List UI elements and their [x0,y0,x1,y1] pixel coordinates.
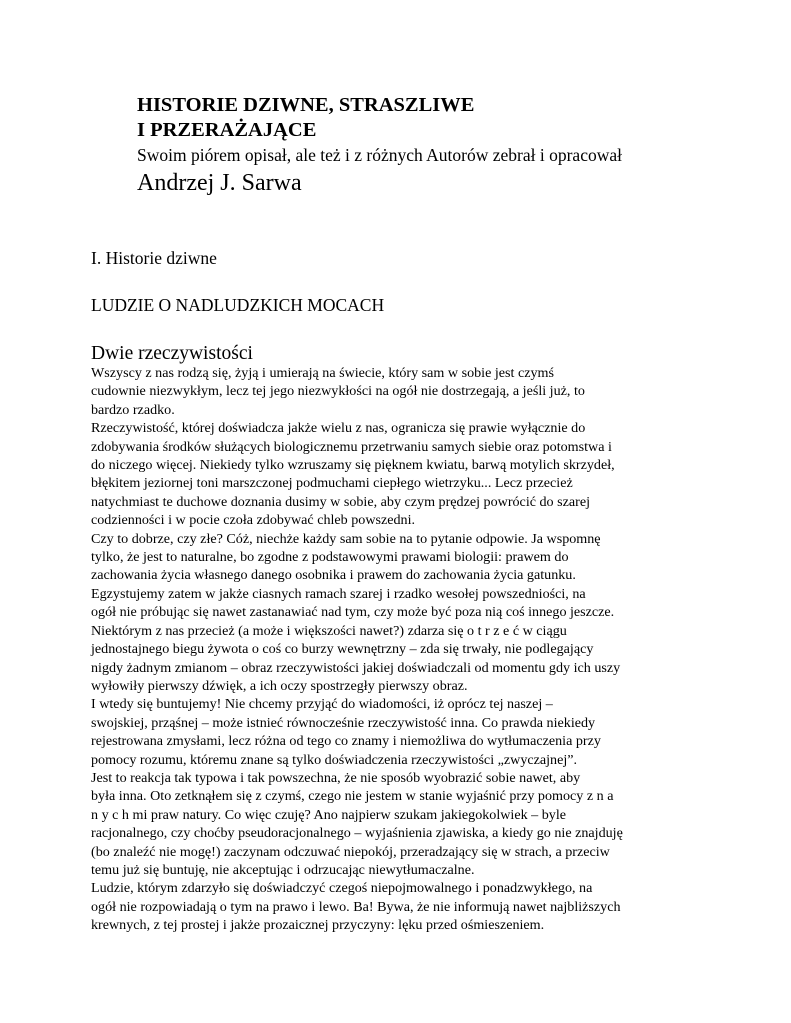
body-line: natychmiast te duchowe doznania dusimy w sobie, aby czym prędzej powrócić do szarej [91,493,590,510]
body-line: Wszyscy z nas rodzą się, żyją i umierają na świecie, który sam w sobie jest czymś [91,365,554,381]
body-line: jednostajnego biegu żywota o coś co burzy wewnętrzny – zda się trwały, nie podlegający [91,641,594,658]
body-line: do niczego więcej. Niekiedy tylko wzruszamy się pięknem kwiatu, barwą motylich skrzydeł, [91,457,615,474]
body-line: Niektórym z nas przecież (a może i większości nawet?) zdarza się o t r z e ć w ciągu [91,622,567,639]
book-author: Andrzej J. Sarwa [137,170,302,196]
body-line: Ludzie, którym zdarzyło się doświadczyć czegoś niepojmowalnego i ponadzwykłego, na [91,880,593,897]
body-line: Czy to dobrze, czy złe? Cóż, niechże każdy sam sobie na to pytanie odpowie. Ja wspomnę [91,530,601,547]
body-line: Rzeczywistość, której doświadcza jakże wielu z nas, ogranicza się prawie wyłącznie do [91,420,586,437]
body-line: była inna. Oto zetknąłem się z czymś, czego nie jestem w stanie wyjaśnić przy pomocy z n a [91,788,614,805]
body-line: wyłowiły pierwszy dźwięk, a ich oczy spostrzegły pierwszy obraz. [91,677,468,694]
body-line: tylko, że jest to naturalne, bo zgodne z podstawowymi prawami biologii: prawem do [91,549,569,566]
body-line: swojskiej, prząśnej – może istnieć równocześnie rzeczywistość inna. Co prawda niekiedy [91,714,596,731]
body-line: (bo znaleźć nie mogę!) zaczynam odczuwać niepokój, przeradzający się w strach, a przeciw [91,843,610,860]
body-line: rejestrowana zmysłami, lecz różna od tego co znamy i niemożliwa do wytłumaczenia przy [91,733,601,750]
body-line: n y c h mi praw natury. Co więc czuję? Ano najpierw szukam jakiegokolwiek – byle [91,806,567,823]
body-line: racjonalnego, czy choćby pseudoracjonalnego – wyjaśnienia zjawiska, a kiedy go nie znajduję [91,825,623,842]
body-line: zdobywania środków służących biologicznemu przetrwaniu samych siebie oraz potomstwa i [91,438,612,455]
body-line: bardzo rzadko. [91,401,175,418]
body-line: codzienności i w pocie czoła zdobywać chleb powszedni. [91,512,416,529]
book-title-line-2: I PRZERAŻAJĄCE [137,119,317,141]
section-heading: I. Historie dziwne [91,248,217,268]
title-block [137,93,737,198]
body-line: Egzystujemy zatem w jakże ciasnych ramach szarej i rzadko wesołej powszedniości, na [91,585,586,602]
chapter-heading: LUDZIE O NADLUDZKICH MOCACH [91,295,385,315]
body-line: krewnych, z tej prostej i jakże prozaicznej przyczyny: lęku przed ośmieszeniem. [91,917,545,934]
book-subtitle: Swoim piórem opisał, ale też i z różnych Autorów zebrał i opracował [137,145,622,165]
story-heading: Dwie rzeczywistości [91,343,253,364]
body-text [91,364,691,935]
body-line: temu już się buntuję, nie akceptując i odrzucając niewytłumaczalne. [91,861,475,878]
body-line: pomocy rozumu, któremu znane są tylko doświadczenia rzeczywistości „zwyczajnej”. [91,751,578,768]
body-line: ogół nie próbując się nawet zastanawiać nad tym, czy może być poza nią coś innego jeszcze. [91,604,615,621]
body-line: nigdy żadnym zmianom – obraz rzeczywistości jakiej doświadczali od momentu gdy ich uszy [91,659,621,676]
body-line: błękitem jeziornej toni marszczonej podmuchami ciepłego wietrzyku... Lecz przecież [91,475,573,492]
book-title-line-1: HISTORIE DZIWNE, STRASZLIWE [137,94,475,116]
body-line: zachowania życia własnego danego osobnika i prawem do zachowania życia gatunku. [91,567,576,584]
body-line: I wtedy się buntujemy! Nie chcemy przyjąć do wiadomości, iż oprócz tej naszej – [91,696,553,713]
body-line: cudownie niezwykłym, lecz tej jego niezwykłości na ogół nie dostrzegają, a jeśli już, to [91,383,585,400]
body-line: Jest to reakcja tak typowa i tak powszechna, że nie sposób wyobrazić sobie nawet, aby [91,769,581,786]
body-line: ogół nie rozpowiadają o tym na prawo i lewo. Ba! Bywa, że nie informują nawet najbliższych [91,898,621,915]
